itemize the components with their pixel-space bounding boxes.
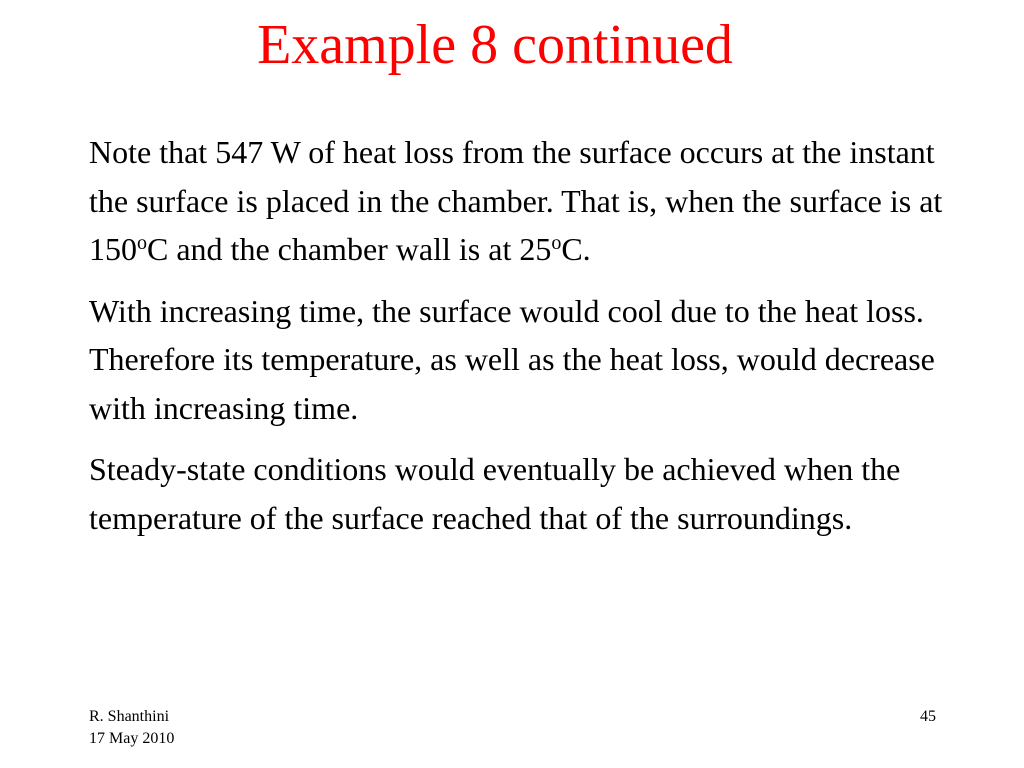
slide-body	[89, 128, 969, 555]
paragraph-text: Note that 547 W of heat loss from the surface occurs at the instant the surface is placed in the chamber. That is, when the surface is at 150	[89, 134, 943, 267]
degree-superscript: o	[137, 232, 147, 254]
paragraph-heat-loss-note	[89, 128, 969, 274]
footer-date: 17 May 2010	[89, 730, 175, 747]
degree-superscript: o	[551, 232, 562, 254]
footer-author-block	[89, 706, 174, 750]
paragraph-text: C and the chamber wall is at 25	[147, 231, 552, 267]
footer-author: R. Shanthini	[89, 708, 170, 725]
paragraph-text: C.	[561, 231, 591, 267]
slide-title: Example 8 continued	[257, 14, 733, 76]
paragraph-steady-state: Steady-state conditions would eventually be achieved when the temperature of the surface reached that of the surroundings.	[89, 451, 901, 536]
paragraph-cooling: With increasing time, the surface would cool due to the heat loss. Therefore its temperature, as well as the heat loss, would decrease with increasing time.	[89, 292, 935, 426]
page-number: 45	[920, 708, 936, 725]
